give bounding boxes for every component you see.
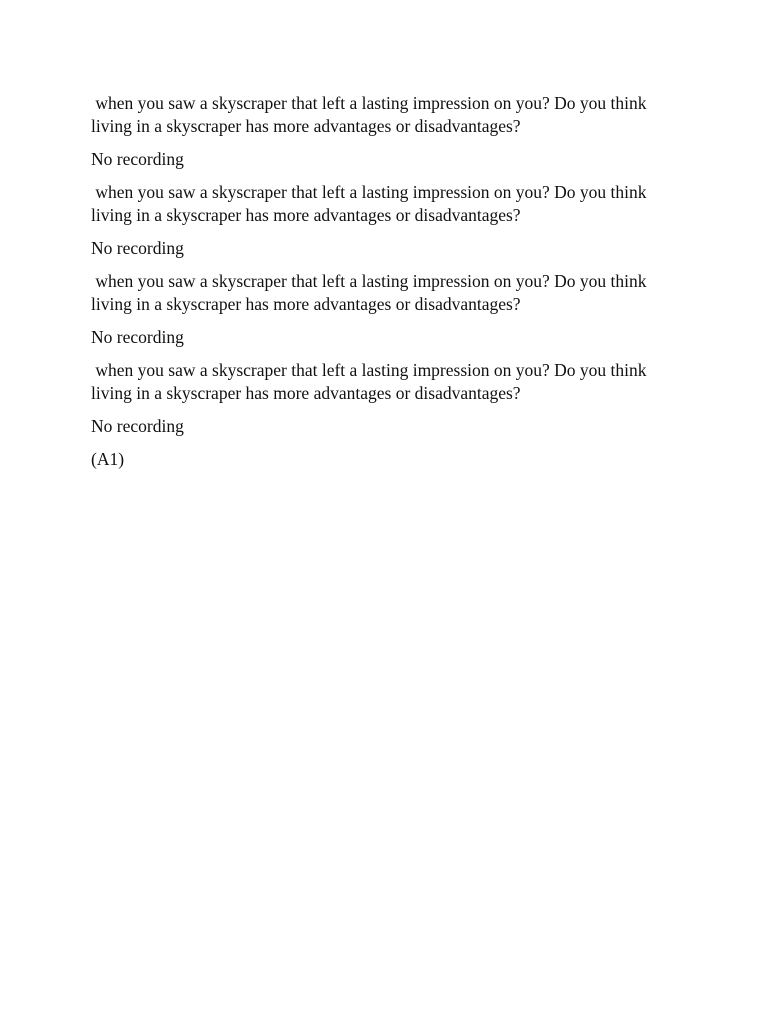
question-text: when you saw a skyscraper that left a lasting impression on you? Do you think living in a skyscraper has more advantages or disadvantages? [91,93,651,136]
answer-text: No recording [91,327,184,347]
answer-text: No recording [91,149,184,169]
question-text: when you saw a skyscraper that left a lasting impression on you? Do you think living in a skyscraper has more advantages or disadvantages? [91,182,651,225]
question-text: when you saw a skyscraper that left a lasting impression on you? Do you think living in a skyscraper has more advantages or disadvantages? [91,360,651,403]
level-label: (A1) [91,449,125,469]
answer-text: No recording [91,238,184,258]
answer-text: No recording [91,416,184,436]
document-page [91,92,691,481]
question-text: when you saw a skyscraper that left a lasting impression on you? Do you think living in a skyscraper has more advantages or disadvantages? [91,271,651,314]
